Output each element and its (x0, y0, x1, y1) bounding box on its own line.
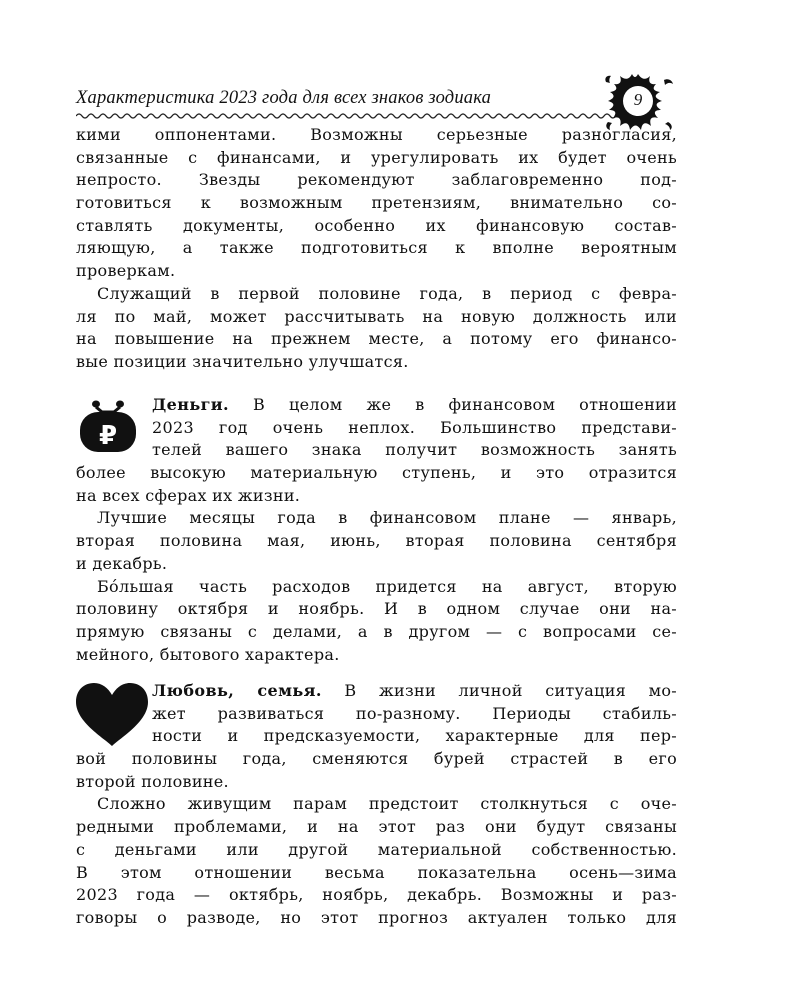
text-line: второй половине. (76, 771, 229, 791)
text-line: Бóльшая часть расходов придется на август, вторую (97, 576, 677, 596)
text-line: говоры о разводе, но этот прогноз актуален только для (76, 907, 677, 927)
text-line: Сложно живущим парам предстоит столкнуться с оче- (97, 794, 677, 814)
text-line: на повышение на прежнем месте, а потому его финансо- (76, 329, 677, 349)
text-line: с деньгами или другой материальной собственностью. (76, 839, 677, 859)
text-line: непросто. Звезды рекомендуют заблаговременно под- (76, 170, 677, 190)
text-line-content: В жизни личной ситуация мо- (321, 681, 678, 700)
text-line: вой половины года, сменяются бурей страстей в его (76, 749, 677, 769)
text-line: кими оппонентами. Возможны серьезные разногласия, (76, 125, 677, 144)
text-line: и декабрь. (76, 553, 168, 573)
text-line (152, 680, 677, 703)
text-line: вые позиции значительно улучшатся. (76, 351, 409, 371)
wave-rule (76, 112, 616, 120)
text-line: более высокую материальную ступень, и это отразится (76, 463, 677, 483)
svg-text:₽: ₽ (98, 421, 118, 451)
page-number: 9 (633, 90, 643, 109)
text-line: 2023 года — октябрь, ноябрь, декабрь. Возможны и раз- (76, 885, 677, 905)
text-line: готовиться к возможным претензиям, внимательно со- (76, 193, 677, 213)
text-line: В этом отношении весьма показательна осень—зима (76, 862, 677, 882)
text-line: ля по май, может рассчитывать на новую должность или (76, 306, 677, 326)
text-line: прямую связаны с делами, а в другом — с вопросами се- (76, 621, 677, 641)
running-title: Характеристика 2023 года для всех знаков зодиака (76, 88, 492, 108)
text-line: жет развиваться по-разному. Периоды стабиль- (152, 703, 677, 723)
text-line: проверкам. (76, 261, 176, 281)
text-line: Лучшие месяцы года в финансовом плане — январь, (97, 508, 677, 528)
text-line-content: В целом же в финансовом отношении (229, 395, 677, 414)
money-section (76, 394, 677, 666)
text-line: вторая половина мая, июнь, вторая половина сентября (76, 531, 677, 551)
text-line: 2023 год очень неплох. Большинство представи- (152, 417, 677, 437)
text-line: связанные с финансами, и урегулировать их будет очень (76, 147, 677, 167)
text-line: Служащий в первой половине года, в период с февра- (97, 283, 677, 303)
text-line: половину октября и ноябрь. И в одном случае они на- (76, 599, 677, 619)
text-line: телей вашего знака получит возможность занять (152, 440, 677, 460)
section-heading-love: Любовь, семья. (152, 681, 322, 700)
section-heading-money: Деньги. (152, 395, 230, 414)
text-line: ляющую, а также подготовиться к вполне вероятным (76, 238, 677, 258)
text-block-1 (76, 124, 677, 374)
text-line (152, 394, 677, 417)
love-section (76, 680, 677, 930)
text-line: на всех сферах их жизни. (76, 485, 301, 505)
text-line: мейного, бытового характера. (76, 644, 340, 664)
page-header (76, 86, 676, 116)
text-line: ставлять документы, особенно их финансовую состав- (76, 215, 677, 235)
text-line: редными проблемами, и на этот раз они будут связаны (76, 817, 677, 837)
text-line: ности и предсказуемости, характерные для пер- (152, 726, 677, 746)
